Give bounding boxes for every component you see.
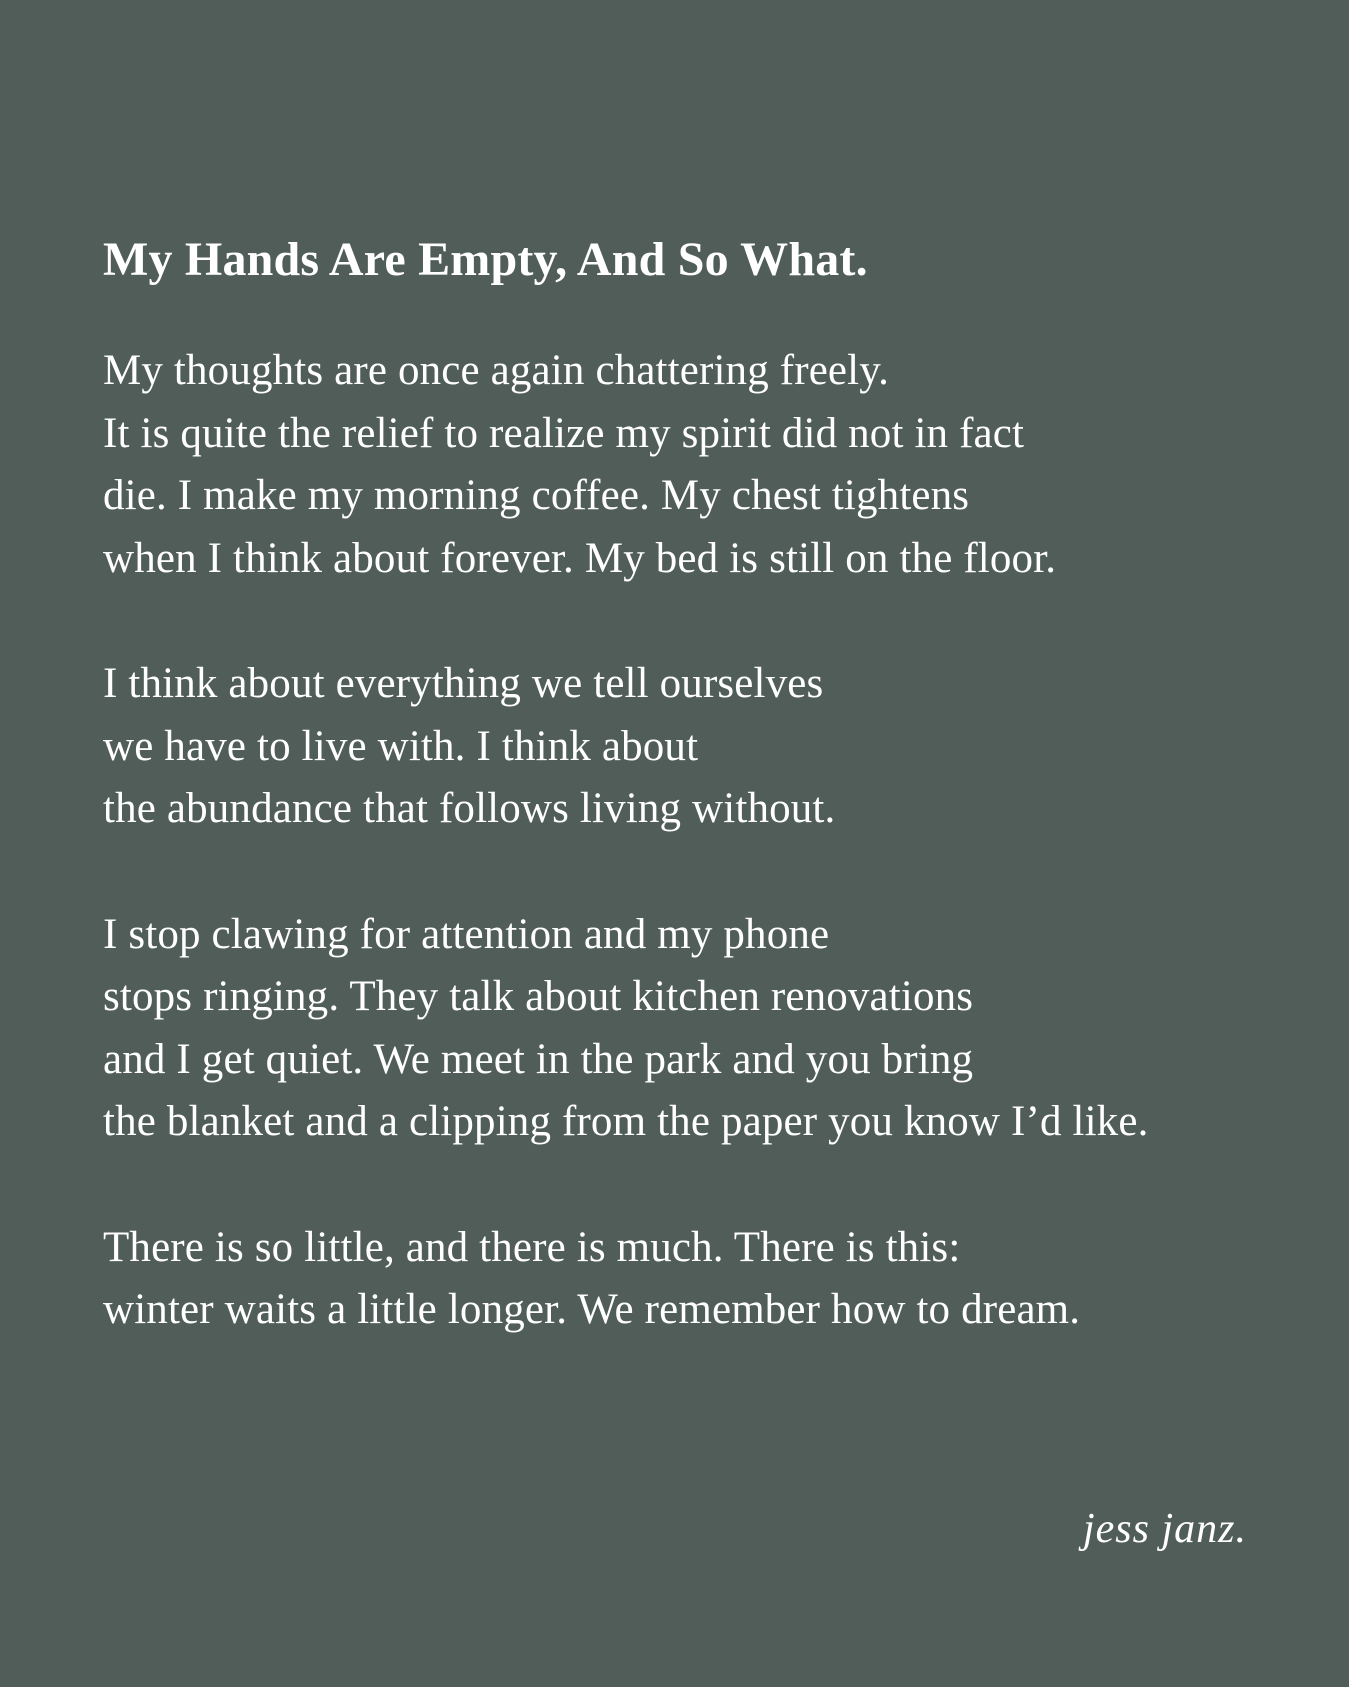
poem-line: winter waits a little longer. We remember how to dream. — [103, 1286, 1081, 1333]
poem-line: stops ringing. They talk about kitchen renovations — [103, 973, 974, 1020]
poem-body — [103, 230, 1303, 1405]
poem-line: I stop clawing for attention and my phone — [103, 910, 830, 958]
poem-line: we have to live with. I think about — [103, 722, 699, 770]
poem-line: the abundance that follows living without. — [103, 785, 836, 832]
poem-line: I think about everything we tell ourselves — [103, 660, 824, 707]
stanza-2 — [103, 653, 1303, 841]
poem-line: the blanket and a clipping from the paper you know I’d like. — [103, 1098, 1149, 1145]
poem-line: die. I make my morning coffee. My chest tightens — [103, 472, 970, 519]
poem-title: My Hands Are Empty, And So What. — [103, 233, 868, 286]
poem-line: My thoughts are once again chattering freely. — [103, 347, 890, 394]
poem-line: when I think about forever. My bed is still on the floor. — [103, 534, 1057, 582]
author-signature: jess janz. — [1082, 1506, 1247, 1552]
poem-line: and I get quiet. We meet in the park and you bring — [103, 1035, 974, 1083]
poem-line: It is quite the relief to realize my spirit did not in fact — [103, 409, 1025, 457]
stanza-4 — [103, 1217, 1303, 1342]
poem-line: There is so little, and there is much. There is this: — [103, 1223, 961, 1271]
stanza-3 — [103, 904, 1303, 1154]
stanza-1 — [103, 340, 1303, 590]
